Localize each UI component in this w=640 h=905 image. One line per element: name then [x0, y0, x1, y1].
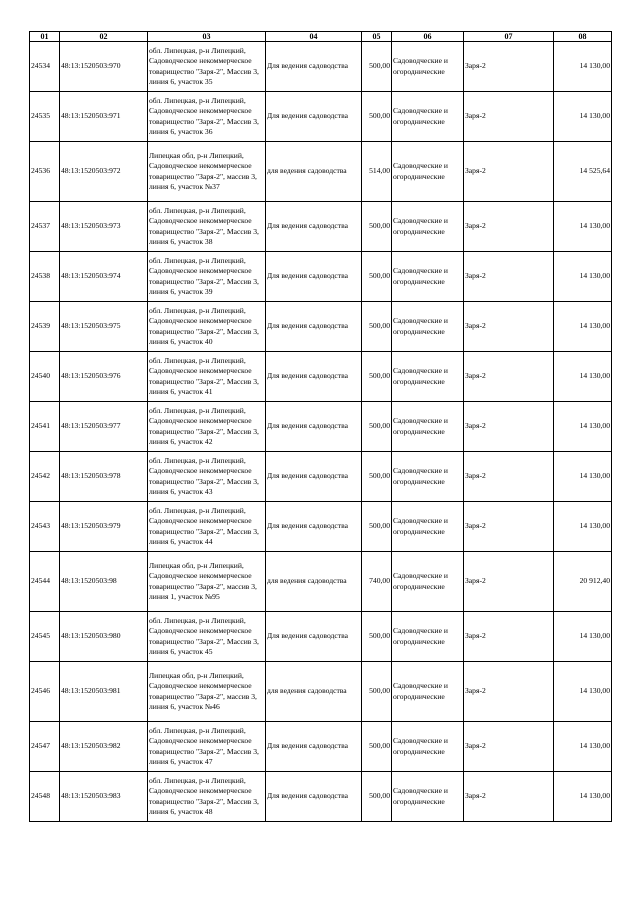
- plot-address: обл. Липецкая, р-н Липецкий, Садоводческое некоммерческое товарищество "Заря-2", Массив 3, линия 6, участок 35: [148, 42, 266, 92]
- cadastral-number: 48:13:1520503:978: [60, 452, 148, 502]
- settlement-name: Заря-2: [464, 662, 554, 722]
- land-category: Садоводческие и огороднические: [392, 612, 464, 662]
- row-number: 24543: [30, 502, 60, 552]
- header-cell: 03: [148, 32, 266, 42]
- table-row: [30, 452, 612, 502]
- row-number: 24544: [30, 552, 60, 612]
- row-number: 24534: [30, 42, 60, 92]
- cadastral-cost: 14 130,00: [554, 42, 612, 92]
- cadastral-cost: 14 130,00: [554, 252, 612, 302]
- settlement-name: Заря-2: [464, 722, 554, 772]
- land-category: Садоводческие и огороднические: [392, 252, 464, 302]
- plot-area: 500,00: [362, 252, 392, 302]
- table-row: [30, 92, 612, 142]
- land-category: Садоводческие и огороднические: [392, 552, 464, 612]
- table-row: [30, 402, 612, 452]
- plot-area: 500,00: [362, 302, 392, 352]
- header-cell: 01: [30, 32, 60, 42]
- plot-address: обл. Липецкая, р-н Липецкий, Садоводческое некоммерческое товарищество "Заря-2", Массив 3, линия 6, участок 40: [148, 302, 266, 352]
- land-category: Садоводческие и огороднические: [392, 772, 464, 822]
- plot-address: обл. Липецкая, р-н Липецкий, Садоводческое некоммерческое товарищество "Заря-2", Массив 3, линия 6, участок 48: [148, 772, 266, 822]
- land-category: Садоводческие и огороднические: [392, 142, 464, 202]
- table-row: [30, 662, 612, 722]
- permitted-use: Для ведения садоводства: [266, 302, 362, 352]
- row-number: 24537: [30, 202, 60, 252]
- plot-address: Липецкая обл, р-н Липецкий, Садоводческое некоммерческое товарищество "Заря-2", массив 3, линия 6, участок №46: [148, 662, 266, 722]
- permitted-use: Для ведения садоводства: [266, 352, 362, 402]
- plot-area: 500,00: [362, 402, 392, 452]
- header-cell: 06: [392, 32, 464, 42]
- cadastral-cost: 14 130,00: [554, 772, 612, 822]
- row-number: 24541: [30, 402, 60, 452]
- land-category: Садоводческие и огороднические: [392, 42, 464, 92]
- plot-area: 500,00: [362, 452, 392, 502]
- plot-area: 500,00: [362, 352, 392, 402]
- table-body: [30, 42, 612, 822]
- permitted-use: Для ведения садоводства: [266, 42, 362, 92]
- cadastral-number: 48:13:1520503:970: [60, 42, 148, 92]
- table-row: [30, 722, 612, 772]
- plot-area: 500,00: [362, 92, 392, 142]
- plot-area: 500,00: [362, 202, 392, 252]
- cadastral-cost: 20 912,40: [554, 552, 612, 612]
- permitted-use: Для ведения садоводства: [266, 502, 362, 552]
- permitted-use: для ведения садоводства: [266, 552, 362, 612]
- plot-area: 514,00: [362, 142, 392, 202]
- land-category: Садоводческие и огороднические: [392, 452, 464, 502]
- plot-address: обл. Липецкая, р-н Липецкий, Садоводческое некоммерческое товарищество "Заря-2", Массив 3, линия 6, участок 45: [148, 612, 266, 662]
- permitted-use: Для ведения садоводства: [266, 452, 362, 502]
- settlement-name: Заря-2: [464, 772, 554, 822]
- cadastral-number: 48:13:1520503:976: [60, 352, 148, 402]
- permitted-use: Для ведения садоводства: [266, 252, 362, 302]
- cadastral-number: 48:13:1520503:977: [60, 402, 148, 452]
- row-number: 24535: [30, 92, 60, 142]
- permitted-use: для ведения садоводства: [266, 662, 362, 722]
- plot-area: 500,00: [362, 42, 392, 92]
- plot-area: 500,00: [362, 722, 392, 772]
- table-row: [30, 252, 612, 302]
- table-row: [30, 772, 612, 822]
- cadastral-number: 48:13:1520503:975: [60, 302, 148, 352]
- land-plots-table: [29, 31, 612, 822]
- plot-address: Липецкая обл, р-н Липецкий, Садоводческое некоммерческое товарищество "Заря-2", массив 3, линия 6, участок №37: [148, 142, 266, 202]
- plot-address: обл. Липецкая, р-н Липецкий, Садоводческое некоммерческое товарищество "Заря-2", Массив 3, линия 6, участок 42: [148, 402, 266, 452]
- table-row: [30, 502, 612, 552]
- header-cell: 04: [266, 32, 362, 42]
- plot-address: обл. Липецкая, р-н Липецкий, Садоводческое некоммерческое товарищество "Заря-2", Массив 3, линия 6, участок 44: [148, 502, 266, 552]
- land-category: Садоводческие и огороднические: [392, 92, 464, 142]
- permitted-use: Для ведения садоводства: [266, 402, 362, 452]
- table-row: [30, 302, 612, 352]
- plot-address: Липецкая обл, р-н Липецкий, Садоводческое некоммерческое товарищество "Заря-2", массив 3, линия 1, участок №95: [148, 552, 266, 612]
- table-row: [30, 552, 612, 612]
- cadastral-number: 48:13:1520503:974: [60, 252, 148, 302]
- row-number: 24548: [30, 772, 60, 822]
- permitted-use: Для ведения садоводства: [266, 772, 362, 822]
- table-row: [30, 612, 612, 662]
- plot-address: обл. Липецкая, р-н Липецкий, Садоводческое некоммерческое товарищество "Заря-2", Массив 3, линия 6, участок 38: [148, 202, 266, 252]
- settlement-name: Заря-2: [464, 452, 554, 502]
- plot-address: обл. Липецкая, р-н Липецкий, Садоводческое некоммерческое товарищество "Заря-2", Массив 3, линия 6, участок 39: [148, 252, 266, 302]
- land-category: Садоводческие и огороднические: [392, 502, 464, 552]
- cadastral-cost: 14 130,00: [554, 502, 612, 552]
- plot-address: обл. Липецкая, р-н Липецкий, Садоводческое некоммерческое товарищество "Заря-2", Массив 3, линия 6, участок 36: [148, 92, 266, 142]
- row-number: 24547: [30, 722, 60, 772]
- settlement-name: Заря-2: [464, 302, 554, 352]
- cadastral-cost: 14 130,00: [554, 452, 612, 502]
- cadastral-number: 48:13:1520503:981: [60, 662, 148, 722]
- cadastral-number: 48:13:1520503:983: [60, 772, 148, 822]
- settlement-name: Заря-2: [464, 202, 554, 252]
- table-header-row: [30, 32, 612, 42]
- cadastral-cost: 14 130,00: [554, 302, 612, 352]
- row-number: 24540: [30, 352, 60, 402]
- cadastral-cost: 14 130,00: [554, 92, 612, 142]
- row-number: 24538: [30, 252, 60, 302]
- cadastral-cost: 14 525,64: [554, 142, 612, 202]
- settlement-name: Заря-2: [464, 402, 554, 452]
- settlement-name: Заря-2: [464, 502, 554, 552]
- row-number: 24536: [30, 142, 60, 202]
- table-row: [30, 142, 612, 202]
- row-number: 24545: [30, 612, 60, 662]
- row-number: 24539: [30, 302, 60, 352]
- cadastral-cost: 14 130,00: [554, 612, 612, 662]
- row-number: 24546: [30, 662, 60, 722]
- row-number: 24542: [30, 452, 60, 502]
- cadastral-cost: 14 130,00: [554, 352, 612, 402]
- settlement-name: Заря-2: [464, 352, 554, 402]
- land-category: Садоводческие и огороднические: [392, 662, 464, 722]
- settlement-name: Заря-2: [464, 612, 554, 662]
- cadastral-number: 48:13:1520503:980: [60, 612, 148, 662]
- permitted-use: для ведения садоводства: [266, 142, 362, 202]
- plot-area: 500,00: [362, 772, 392, 822]
- plot-area: 500,00: [362, 662, 392, 722]
- land-category: Садоводческие и огороднические: [392, 202, 464, 252]
- cadastral-number: 48:13:1520503:979: [60, 502, 148, 552]
- permitted-use: Для ведения садоводства: [266, 722, 362, 772]
- cadastral-cost: 14 130,00: [554, 402, 612, 452]
- permitted-use: Для ведения садоводства: [266, 612, 362, 662]
- cadastral-number: 48:13:1520503:982: [60, 722, 148, 772]
- cadastral-number: 48:13:1520503:973: [60, 202, 148, 252]
- plot-area: 500,00: [362, 612, 392, 662]
- settlement-name: Заря-2: [464, 252, 554, 302]
- settlement-name: Заря-2: [464, 552, 554, 612]
- settlement-name: Заря-2: [464, 92, 554, 142]
- header-cell: 08: [554, 32, 612, 42]
- plot-area: 500,00: [362, 502, 392, 552]
- table-row: [30, 42, 612, 92]
- plot-area: 740,00: [362, 552, 392, 612]
- header-cell: 05: [362, 32, 392, 42]
- settlement-name: Заря-2: [464, 42, 554, 92]
- cadastral-cost: 14 130,00: [554, 662, 612, 722]
- cadastral-number: 48:13:1520503:98: [60, 552, 148, 612]
- cadastral-number: 48:13:1520503:972: [60, 142, 148, 202]
- plot-address: обл. Липецкая, р-н Липецкий, Садоводческое некоммерческое товарищество "Заря-2", Массив 3, линия 6, участок 43: [148, 452, 266, 502]
- cadastral-cost: 14 130,00: [554, 202, 612, 252]
- table-row: [30, 352, 612, 402]
- settlement-name: Заря-2: [464, 142, 554, 202]
- permitted-use: Для ведения садоводства: [266, 202, 362, 252]
- plot-address: обл. Липецкая, р-н Липецкий, Садоводческое некоммерческое товарищество "Заря-2", Массив 3, линия 6, участок 47: [148, 722, 266, 772]
- header-cell: 07: [464, 32, 554, 42]
- cadastral-cost: 14 130,00: [554, 722, 612, 772]
- table-row: [30, 202, 612, 252]
- header-cell: 02: [60, 32, 148, 42]
- land-category: Садоводческие и огороднические: [392, 302, 464, 352]
- land-category: Садоводческие и огороднические: [392, 352, 464, 402]
- cadastral-number: 48:13:1520503:971: [60, 92, 148, 142]
- land-category: Садоводческие и огороднические: [392, 402, 464, 452]
- plot-address: обл. Липецкая, р-н Липецкий, Садоводческое некоммерческое товарищество "Заря-2", Массив 3, линия 6, участок 41: [148, 352, 266, 402]
- land-category: Садоводческие и огороднические: [392, 722, 464, 772]
- permitted-use: Для ведения садоводства: [266, 92, 362, 142]
